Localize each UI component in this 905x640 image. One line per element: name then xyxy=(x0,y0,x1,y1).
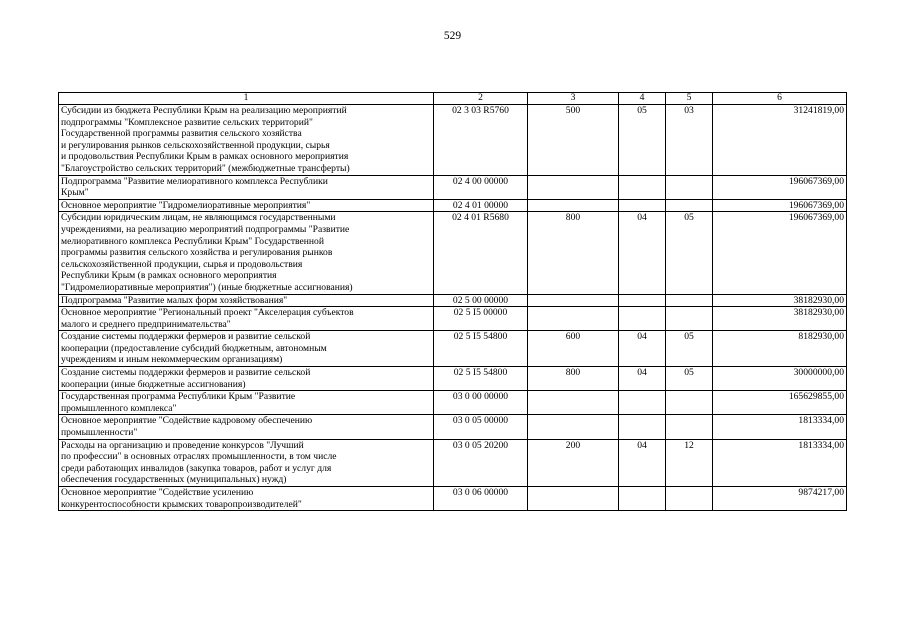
row-col4-cell xyxy=(619,415,666,439)
row-col4-cell xyxy=(619,487,666,511)
table-row xyxy=(59,391,847,415)
row-code-cell: 02 4 01 R5680 xyxy=(434,212,528,294)
row-amount-cell: 1813334,00 xyxy=(713,439,847,486)
row-amount-cell: 30000000,00 xyxy=(713,367,847,391)
row-code-cell: 02 5 00 00000 xyxy=(434,294,528,307)
row-col5-cell xyxy=(666,415,713,439)
table-row xyxy=(59,487,847,511)
budget-table xyxy=(58,92,847,511)
row-col5-cell xyxy=(666,391,713,415)
row-col4-cell xyxy=(619,294,666,307)
row-col3-cell: 500 xyxy=(528,105,619,176)
table-row xyxy=(59,212,847,294)
row-col3-cell xyxy=(528,307,619,331)
table-row xyxy=(59,415,847,439)
row-col4-cell xyxy=(619,175,666,199)
row-code-cell: 02 3 03 R5760 xyxy=(434,105,528,176)
table-row xyxy=(59,294,847,307)
row-name-cell: Основное мероприятие "Содействие кадровому обеспечению промышленности" xyxy=(59,415,434,439)
table-row xyxy=(59,199,847,212)
row-code-cell: 02 5 I5 00000 xyxy=(434,307,528,331)
row-name-cell: Создание системы поддержки фермеров и развитие сельской кооперации (иные бюджетные ассигнования) xyxy=(59,367,434,391)
row-code-cell: 03 0 05 20200 xyxy=(434,439,528,486)
column-header: 2 xyxy=(434,93,528,105)
row-col5-cell xyxy=(666,294,713,307)
row-col5-cell xyxy=(666,175,713,199)
row-code-cell: 02 5 I5 54800 xyxy=(434,367,528,391)
table-row xyxy=(59,105,847,176)
row-amount-cell: 31241819,00 xyxy=(713,105,847,176)
column-header: 5 xyxy=(666,93,713,105)
row-name-cell: Основное мероприятие "Региональный проект "Акселерация субъектов малого и среднего предпринимательства" xyxy=(59,307,434,331)
row-col5-cell xyxy=(666,487,713,511)
table-row xyxy=(59,367,847,391)
table-row xyxy=(59,307,847,331)
row-name-cell: Расходы на организацию и проведение конкурсов "Лучший по профессии" в основных отраслях промышленности, в том числе среди работающих инвалидов (закупка товаров, работ и услуг для обеспечения государственных (муниципальных) нужд) xyxy=(59,439,434,486)
row-amount-cell: 38182930,00 xyxy=(713,294,847,307)
row-amount-cell: 196067369,00 xyxy=(713,175,847,199)
row-col3-cell: 800 xyxy=(528,367,619,391)
row-amount-cell: 165629855,00 xyxy=(713,391,847,415)
header-row xyxy=(59,93,847,105)
table-header xyxy=(59,93,847,105)
row-code-cell: 03 0 06 00000 xyxy=(434,487,528,511)
row-col4-cell: 05 xyxy=(619,105,666,176)
row-col5-cell: 05 xyxy=(666,331,713,367)
row-name-cell: Основное мероприятие "Содействие усилению конкурентоспособности крымских товаропроизводителей" xyxy=(59,487,434,511)
row-name-cell: Подпрограмма "Развитие мелиоративного комплекса Республики Крым" xyxy=(59,175,434,199)
row-name-cell: Подпрограмма "Развитие малых форм хозяйствования" xyxy=(59,294,434,307)
page-number: 529 xyxy=(443,30,462,42)
row-amount-cell: 1813334,00 xyxy=(713,415,847,439)
row-col3-cell xyxy=(528,294,619,307)
row-col4-cell: 04 xyxy=(619,331,666,367)
row-amount-cell: 9874217,00 xyxy=(713,487,847,511)
table-row xyxy=(59,331,847,367)
row-name-cell: Основное мероприятие "Гидромелиоративные мероприятия" xyxy=(59,199,434,212)
row-col5-cell xyxy=(666,307,713,331)
row-name-cell: Государственная программа Республики Крым "Развитие промышленного комплекса" xyxy=(59,391,434,415)
row-amount-cell: 38182930,00 xyxy=(713,307,847,331)
row-col3-cell xyxy=(528,175,619,199)
row-col3-cell xyxy=(528,199,619,212)
row-col3-cell: 600 xyxy=(528,331,619,367)
row-col5-cell xyxy=(666,199,713,212)
row-col5-cell: 05 xyxy=(666,212,713,294)
row-col3-cell: 200 xyxy=(528,439,619,486)
row-col3-cell xyxy=(528,415,619,439)
column-header: 1 xyxy=(59,93,434,105)
row-col4-cell: 04 xyxy=(619,212,666,294)
row-col4-cell xyxy=(619,307,666,331)
row-col4-cell: 04 xyxy=(619,367,666,391)
row-col5-cell: 03 xyxy=(666,105,713,176)
row-col5-cell: 05 xyxy=(666,367,713,391)
row-name-cell: Субсидии из бюджета Республики Крым на реализацию мероприятий подпрограммы "Комплексное развитие сельских территорий" Государственной программы развития сельского хозяйства и регулирования рынков сельскохозяйственной продукции, сырья и продовольствия Республики Крым в рамках основного мероприятия "Благоустройство сельских территорий" (межбюджетные трансферты) xyxy=(59,105,434,176)
row-col4-cell xyxy=(619,391,666,415)
row-amount-cell: 196067369,00 xyxy=(713,212,847,294)
column-header: 6 xyxy=(713,93,847,105)
row-col3-cell xyxy=(528,391,619,415)
row-name-cell: Субсидии юридическим лицам, не являющимся государственными учреждениями, на реализацию мероприятий подпрограммы "Развитие мелиоративного комплекса Республики Крым" Государственной программы развития сельского хозяйства и регулирования рынков сельскохозяйственной продукции, сырья и продовольствия Республики Крым (в рамках основного мероприятия "Гидромелиоративные мероприятия") (иные бюджетные ассигнования) xyxy=(59,212,434,294)
row-col4-cell xyxy=(619,199,666,212)
column-header: 4 xyxy=(619,93,666,105)
row-col5-cell: 12 xyxy=(666,439,713,486)
row-code-cell: 02 5 I5 54800 xyxy=(434,331,528,367)
row-code-cell: 03 0 00 00000 xyxy=(434,391,528,415)
row-col3-cell: 800 xyxy=(528,212,619,294)
table-body xyxy=(59,105,847,511)
row-col3-cell xyxy=(528,487,619,511)
row-code-cell: 03 0 05 00000 xyxy=(434,415,528,439)
row-amount-cell: 196067369,00 xyxy=(713,199,847,212)
row-amount-cell: 8182930,00 xyxy=(713,331,847,367)
column-header: 3 xyxy=(528,93,619,105)
table-row xyxy=(59,175,847,199)
row-col4-cell: 04 xyxy=(619,439,666,486)
table-row xyxy=(59,439,847,486)
row-code-cell: 02 4 01 00000 xyxy=(434,199,528,212)
row-code-cell: 02 4 00 00000 xyxy=(434,175,528,199)
row-name-cell: Создание системы поддержки фермеров и развитие сельской кооперации (предоставление субсидий бюджетным, автономным учреждениям и иным некоммерческим организациям) xyxy=(59,331,434,367)
